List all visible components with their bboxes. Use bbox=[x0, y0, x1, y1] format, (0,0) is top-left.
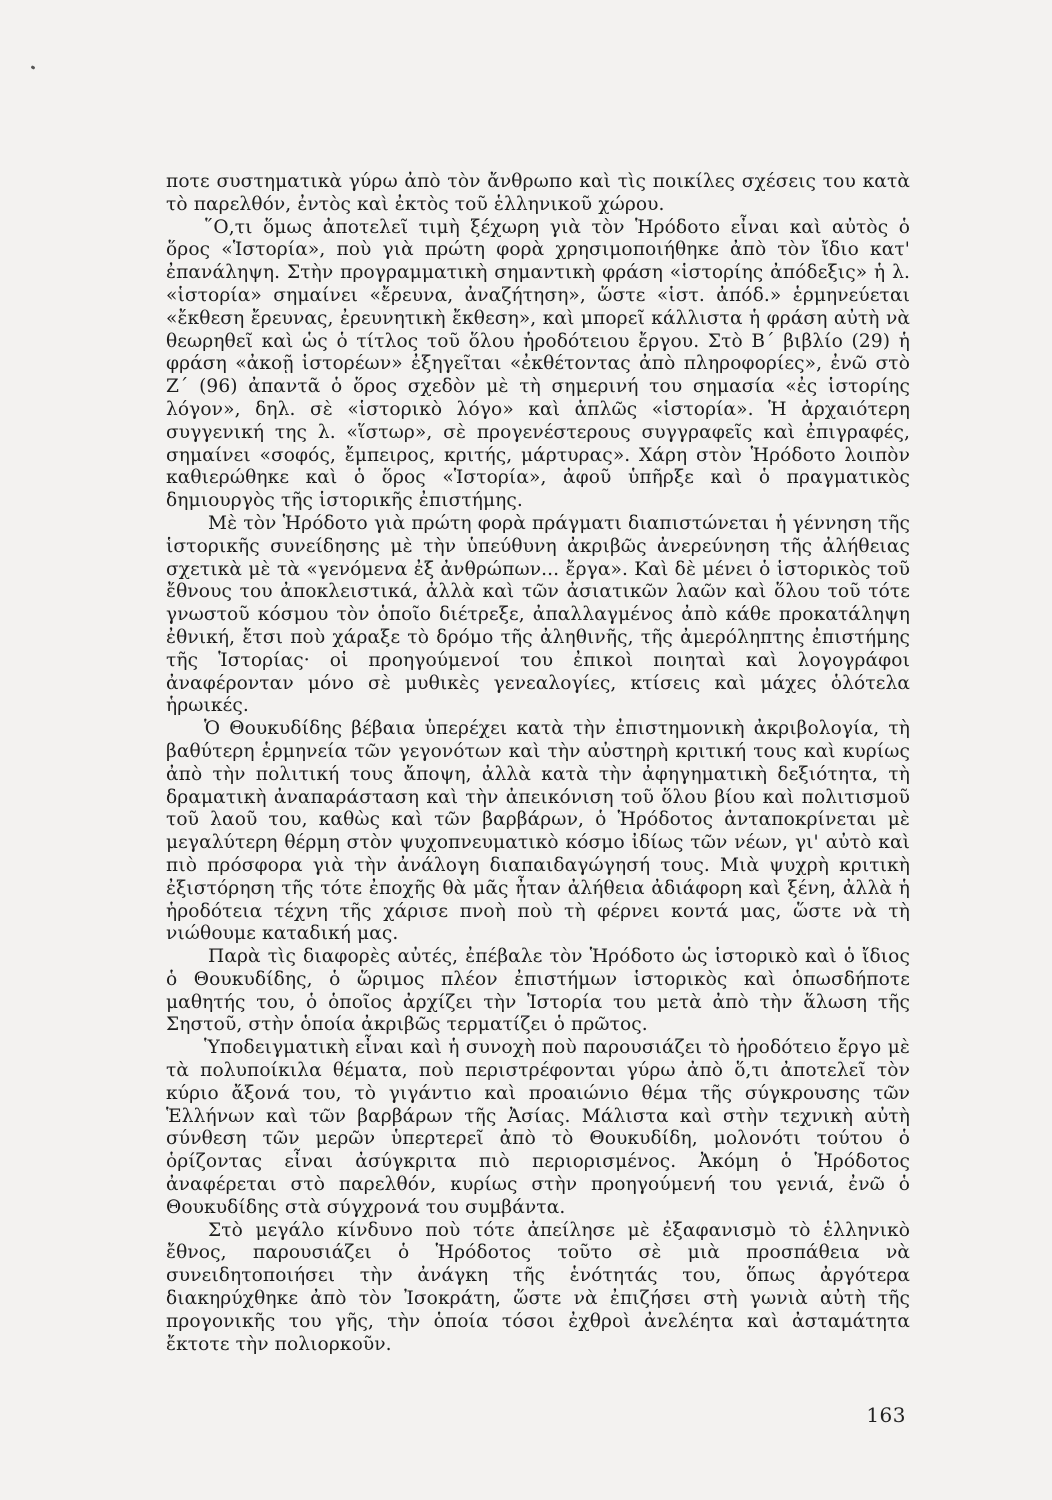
paragraph-thucydides-comparison: Ὁ Θουκυδίδης βέβαια ὑπερέχει κατὰ τὴν ἐπιστημονικὴ ἀκριβολογία, τὴ βαθύτερη ἑρμηνεία τῶν γεγονότων καὶ τὴν αὐστηρὴ κριτική τους καὶ κυρίως ἀπὸ τὴν πολιτική τους ἄποψη, ἀλλὰ κατὰ τὴν ἀφηγηματικὴ δεξιότητα, τὴ δραματικὴ ἀναπαράσταση καὶ τὴν ἀπεικόνιση τοῦ ὅλου βίου καὶ πολιτισμοῦ τοῦ λαοῦ του, καθὼς καὶ τῶν βαρβάρων, ὁ Ἡρόδοτος ἀνταποκρίνεται μὲ μεγαλύτερη θέρμη στὸν ψυχοπνευματικὸ κόσμο ἰδίως τῶν νέων, γι' αὐτὸ καὶ πιὸ πρόσφορα γιὰ τὴν ἀνάλογη διαπαιδαγώγησή τους. Μιὰ ψυχρὴ κριτικὴ ἐξιστόρηση τῆς τότε ἐποχῆς θὰ μᾶς ἦταν ἀλήθεια ἀδιάφορη καὶ ξένη, ἀλλὰ ἡ ἡροδότεια τέχνη τῆς χάρισε πνοὴ ποὺ τὴ φέρνει κοντά μας, ὥστε νὰ τὴ νιώθουμε καταδική μας. bbox=[166, 718, 910, 945]
paragraph-continuation: ποτε συστηματικὰ γύρω ἀπὸ τὸν ἄνθρωπο καὶ τὶς ποικίλες σχέσεις του κατὰ τὸ παρελθόν, ἐντὸς καὶ ἐκτὸς τοῦ ἑλληνικοῦ χώρου. bbox=[166, 171, 910, 215]
body-text bbox=[166, 171, 910, 1356]
paragraph-term-historia: ῞Ο,τι ὅμως ἀποτελεῖ τιμὴ ξέχωρη γιὰ τὸν Ἡρόδοτο εἶναι καὶ αὐτὸς ὁ ὅρος «Ἱστορία», ποὺ γιὰ πρώτη φορὰ χρησιμοποιήθηκε ἀπὸ τὸν ἴδιο κατ' ἐπανάληψη. Στὴν προγραμματικὴ σημαντικὴ φράση «ἱστορίης ἀπόδεξις» ἡ λ. «ἱστορία» σημαίνει «ἔρευνα, ἀναζήτηση», ὥστε «ἱστ. ἀπόδ.» ἑρμηνεύεται «ἔκθεση ἔρευνας, ἐρευνητικὴ ἔκθεση», καὶ μπορεῖ κάλλιστα ἡ φράση αὐτὴ νὰ θεωρηθεῖ καὶ ὡς ὁ τίτλος τοῦ ὅλου ἡροδότειου ἔργου. Στὸ Β΄ βιβλίο (29) ἡ φράση «ἀκοῇ ἱστορέων» ἐξηγεῖται «ἐκθέτοντας ἀπὸ πληροφορίες», ἐνῶ στὸ Ζ΄ (96) ἀπαντᾶ ὁ ὅρος σχεδὸν μὲ τὴ σημερινή του σημασία «ἐς ἱστορίης λόγον», δηλ. σὲ «ἱστορικὸ λόγο» καὶ ἁπλῶς «ἱστορία». Ἡ ἀρχαιότερη συγγενική της λ. «ἵστωρ», σὲ προγενέστερους συγγραφεῖς καὶ ἐπιγραφές, σημαίνει «σοφός, ἔμπειρος, κριτής, μάρτυρας». Χάρη στὸν Ἡρόδοτο λοιπὸν καθιερώθηκε καὶ ὁ ὅρος «Ἱστορία», ἀφοῦ ὑπῆρξε καὶ ὁ πραγματικὸς δημιουργὸς τῆς ἱστορικῆς ἐπιστήμης. bbox=[166, 216, 910, 512]
paragraph-cohesion: Ὑποδειγματικὴ εἶναι καὶ ἡ συνοχὴ ποὺ παρουσιάζει τὸ ἡροδότειο ἔργο μὲ τὰ πολυποίκιλα θέματα, ποὺ περιστρέφονται γύρω ἀπὸ ὅ,τι ἀποτελεῖ τὸν κύριο ἄξονά του, τὸ γιγάντιο καὶ προαιώνιο θέμα τῆς σύγκρουσης τῶν Ἑλλήνων καὶ τῶν βαρβάρων τῆς Ἀσίας. Μάλιστα καὶ στὴν τεχνικὴ αὐτὴ σύνθεση τῶν μερῶν ὑπερτερεῖ ἀπὸ τὸ Θουκυδίδη, μολονότι τούτου ὁ ὁρίζοντας εἶναι ἀσύγκριτα πιὸ περιορισμένος. Ἀκόμη ὁ Ἡρόδοτος ἀναφέρεται στὸ παρελθόν, κυρίως στὴν προηγούμενή του γενιά, ἐνῶ ὁ Θουκυδίδης στὰ σύγχρονά του συμβάντα. bbox=[166, 1037, 910, 1218]
page-number: 163 bbox=[866, 1403, 906, 1427]
paragraph-historical-consciousness: Μὲ τὸν Ἡρόδοτο γιὰ πρώτη φορὰ πράγματι διαπιστώνεται ἡ γέννηση τῆς ἱστορικῆς συνείδησης μὲ τὴν ὑπεύθυνη ἀκριβῶς ἀνερεύνηση τῆς ἀλήθειας σχετικὰ μὲ τὰ «γενόμενα ἐξ ἀνθρώπων... ἔργα». Καὶ δὲ μένει ὁ ἱστορικὸς τοῦ ἔθνους του ἀποκλειστικά, ἀλλὰ καὶ τῶν ἀσιατικῶν λαῶν καὶ ὅλου τοῦ τότε γνωστοῦ κόσμου τὸν ὁποῖο διέτρεξε, ἀπαλλαγμένος ἀπὸ κάθε προκατάληψη ἐθνική, ἔτσι ποὺ χάραξε τὸ δρόμο τῆς ἀληθινῆς, τῆς ἀμερόληπτης ἐπιστήμης τῆς Ἱστορίας· οἱ προηγούμενοί του ἐπικοὶ ποιηταὶ καὶ λογογράφοι ἀναφέρονταν μόνο σὲ μυθικὲς γενεαλογίες, κτίσεις καὶ μάχες ὁλότελα ἡρωικές. bbox=[166, 512, 910, 717]
paragraph-great-danger: Στὸ μεγάλο κίνδυνο ποὺ τότε ἀπείλησε μὲ ἐξαφανισμὸ τὸ ἑλληνικὸ ἔθνος, παρουσιάζει ὁ Ἡρόδοτος τοῦτο σὲ μιὰ προσπάθεια νὰ συνειδητοποιήσει τὴν ἀνάγκη τῆς ἑνότητάς του, ὅπως ἀργότερα διακηρύχθηκε ἀπὸ τὸν Ἰσοκράτη, ὥστε νὰ ἐπιζήσει στὴ γωνιὰ αὐτὴ τῆς προγονικῆς του γῆς, τὴν ὁποία τόσοι ἐχθροὶ ἀνελέητα καὶ ἀσταμάτητα ἔκτοτε τὴν πολιορκοῦν. bbox=[166, 1219, 910, 1355]
scan-speck bbox=[31, 65, 36, 70]
paragraph-differences: Παρὰ τὶς διαφορὲς αὐτές, ἐπέβαλε τὸν Ἡρόδοτο ὡς ἱστορικὸ καὶ ὁ ἴδιος ὁ Θουκυδίδης, ὁ ὥριμος πλέον ἐπιστήμων ἱστορικὸς καὶ ὁπωσδήποτε μαθητής του, ὁ ὁποῖος ἀρχίζει τὴν Ἱστορία του μετὰ ἀπὸ τὴν ἅλωση τῆς Σηστοῦ, στὴν ὁποία ἀκριβῶς τερματίζει ὁ πρῶτος. bbox=[166, 946, 910, 1036]
